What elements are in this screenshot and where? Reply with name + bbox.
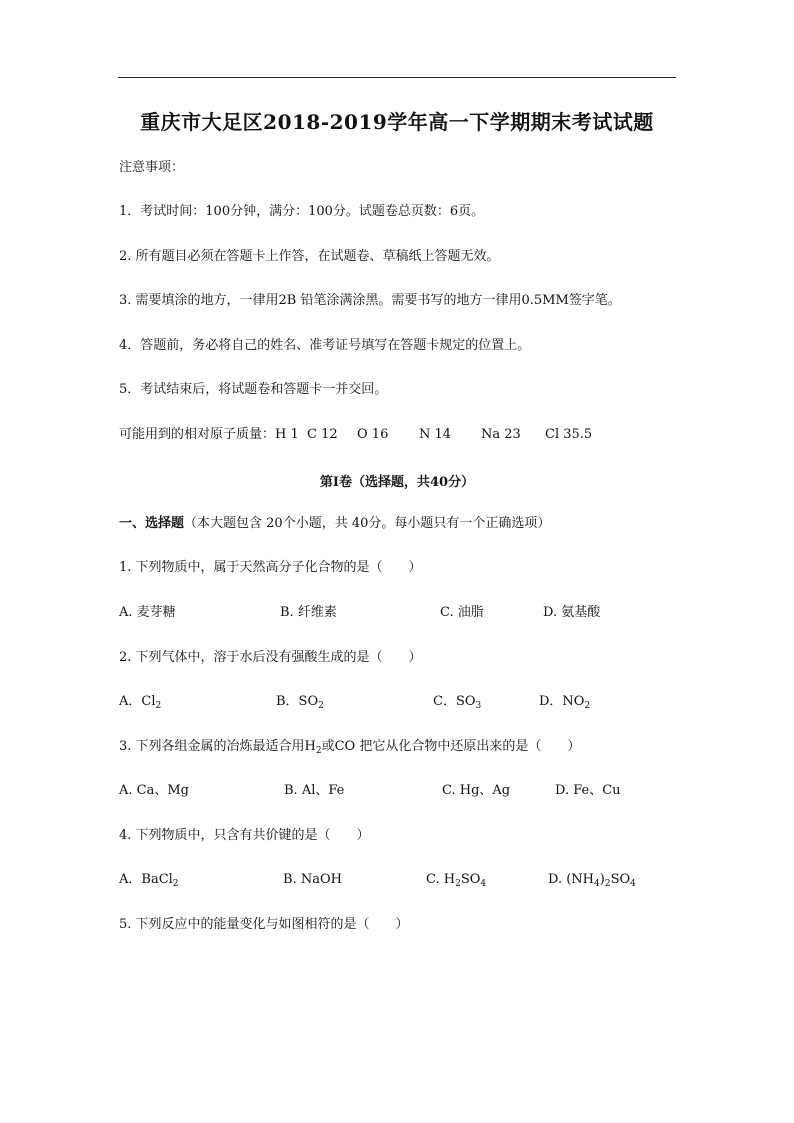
option-b: B．$SO_2$	[276, 694, 324, 711]
question-stem: 1. 下列物质中，属于天然高分子化合物的是（ ）	[119, 560, 422, 575]
section-note: （本大题包含 20个小题，共 40分。每小题只有一个正确选项）	[184, 516, 551, 531]
option-c: C. $H_2SO_4$	[426, 872, 487, 889]
option-a: A．BaCl$_2$	[119, 872, 179, 889]
question-stem: 3. 下列各组金属的冶炼最适合用$H_2$或CO 把它从化合物中还原出来的是（ ）	[119, 739, 581, 756]
notice-item: 5．考试结束后，将试题卷和答题卡一并交回。	[119, 382, 388, 397]
question-stem: 2. 下列气体中，溶于水后没有强酸生成的是（ ）	[119, 650, 422, 665]
atomic-mass-line	[119, 427, 592, 443]
header-rule	[118, 77, 676, 78]
option-a: A. Ca、Mg	[119, 783, 189, 798]
question-stem: 4. 下列物质中，只含有共价键的是（ ）	[119, 828, 370, 843]
option-a: A．$Cl_2$	[119, 694, 162, 711]
option-b: B. NaOH	[283, 872, 342, 887]
atomic-mass-value: Na 23	[481, 427, 521, 442]
option-d: D．$NO_2$	[539, 694, 591, 711]
option-d: D. 氨基酸	[543, 605, 601, 620]
atomic-mass-value: Cl 35.5	[545, 427, 593, 442]
option-a: A. 麦芽糖	[119, 605, 176, 620]
notice-item: 4．答题前，务必将自己的姓名、准考证号填写在答题卡规定的位置上。	[119, 338, 531, 353]
notice-item: 2. 所有题目必须在答题卡上作答，在试题卷、草稿纸上答题无效。	[119, 249, 500, 264]
notice-heading: 注意事项：	[119, 160, 185, 175]
atomic-mass-value: O 16	[357, 427, 389, 442]
document-title: 重庆市大足区2018-2019学年高一下学期期末考试试题	[140, 110, 654, 134]
option-c: C. 油脂	[440, 605, 484, 620]
section-label: 一、选择题	[119, 516, 185, 531]
atomic-mass-value: H 1	[275, 427, 299, 442]
notice-item: 1．考试时间：100分钟，满分：100分。试题卷总页数：6页。	[119, 204, 485, 219]
option-b: B. Al、Fe	[284, 783, 345, 798]
option-c: C. Hg、Ag	[442, 783, 511, 798]
atomic-mass-value: N 14	[419, 427, 452, 442]
option-d: D. $(NH_4)_2SO_4$	[548, 872, 636, 889]
option-d: D. Fe、Cu	[555, 783, 621, 798]
option-b: B. 纤维素	[280, 605, 337, 620]
atomic-mass-label: 可能用到的相对原子质量：	[119, 427, 276, 442]
atomic-mass-value: C 12	[307, 427, 338, 442]
part1-heading: 第I卷（选择题，共40分）	[319, 475, 475, 490]
option-c: C．$SO_3$	[433, 694, 482, 711]
question-stem: 5. 下列反应中的能量变化与如图相符的是（ ）	[119, 917, 409, 932]
section-heading	[119, 516, 550, 532]
notice-item: 3. 需要填涂的地方，一律用2B 铅笔涂满涂黑。需要书写的地方一律用0.5MM签字笔。	[119, 293, 621, 308]
